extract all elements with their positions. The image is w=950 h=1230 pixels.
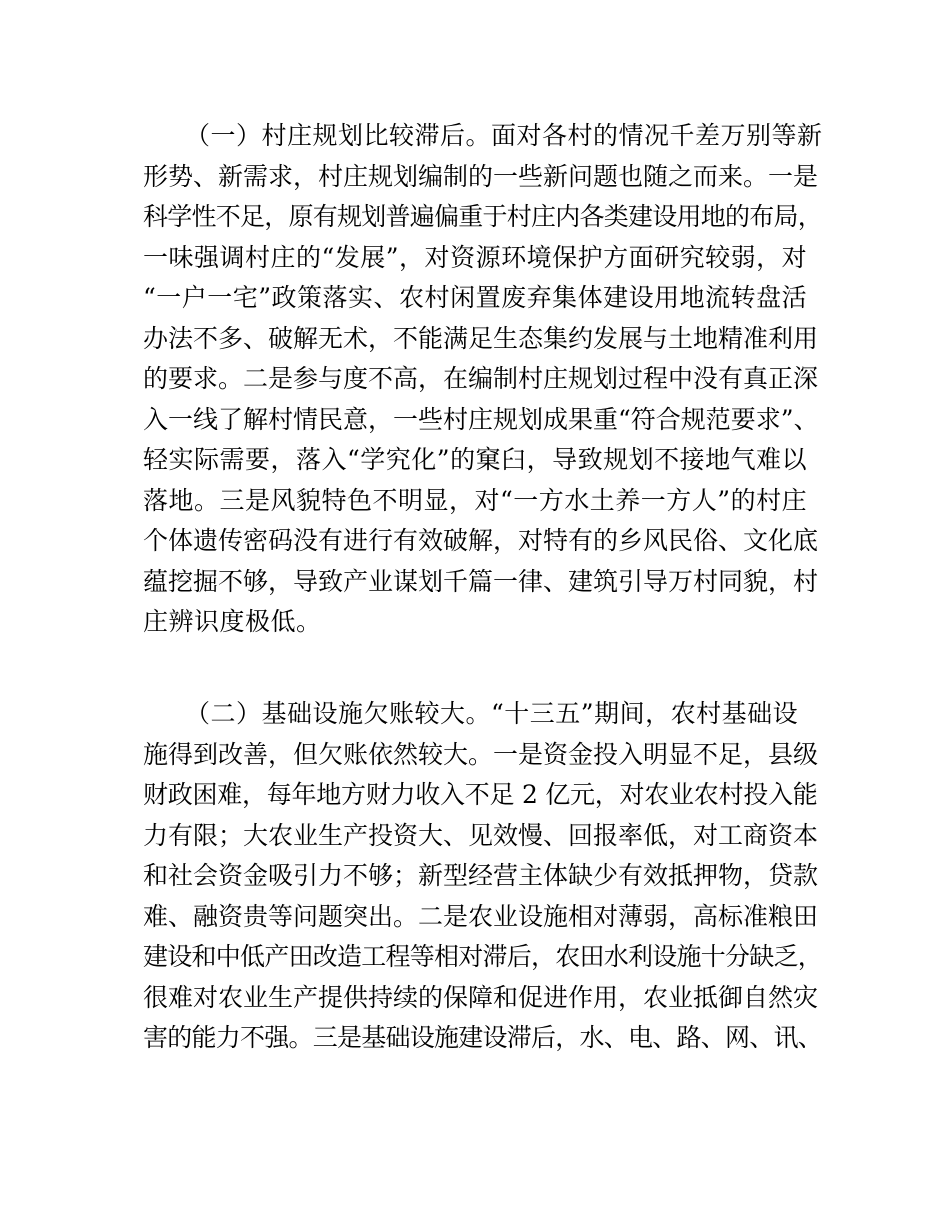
text-line: 施得到改善，但欠账依然较大。一是资金投入明显不足，县级: [143, 739, 819, 769]
text-line: 个体遗传密码没有进行有效破解，对特有的乡风民俗、文化底: [143, 526, 819, 555]
text-line: “一户一宅”政策落实、农村闲置废弃集体建设用地流转盘活: [143, 283, 808, 312]
text-line: 科学性不足，原有规划普遍偏重于村庄内各类建设用地的布局，: [143, 202, 823, 231]
text-line: 轻实际需要，落入“学究化”的窠臼，导致规划不接地气难以: [143, 445, 808, 474]
text-line: 一味强调村庄的“发展”，对资源环境保护方面研究较弱，对: [143, 242, 808, 272]
text-line: 办法不多、破解无术，不能满足生态集约发展与土地精准利用: [143, 323, 819, 353]
text-line: 形势、新需求，村庄规划编制的一些新问题也随之而来。一是: [143, 161, 819, 191]
text-line: 力有限；大农业生产投资大、见效慢、回报率低，对工商资本: [143, 820, 819, 850]
text-line: 和社会资金吸引力不够；新型经营主体缺少有效抵押物，贷款: [143, 861, 819, 890]
text-line: 很难对农业生产提供持续的保障和促进作用，农业抵御自然灾: [143, 982, 819, 1012]
text-line: 建设和中低产田改造工程等相对滞后，农田水利设施十分缺乏，: [143, 942, 823, 971]
text-line: 入一线了解村情民意，一些村庄规划成果重“符合规范要求”、: [143, 404, 819, 434]
text-line: 庄辨识度极低。: [143, 607, 322, 636]
text-line: 难、融资贵等问题突出。二是农业设施相对薄弱，高标准粮田: [143, 901, 819, 931]
text-line: （一）村庄规划比较滞后。面对各村的情况千差万别等新: [185, 121, 823, 150]
text-line: 财政困难，每年地方财力收入不足 2 亿元，对农业农村投入能: [143, 780, 818, 809]
text-line: 的要求。二是参与度不高，在编制村庄规划过程中没有真正深: [143, 364, 819, 393]
text-line: （二）基础设施欠账较大。“十三五”期间，农村基础设: [185, 699, 799, 728]
text-line: 蕴挖掘不够，导致产业谋划千篇一律、建筑引导万村同貌，村: [143, 566, 819, 596]
text-line: 害的能力不强。三是基础设施建设滞后，水、电、路、网、讯、: [143, 1023, 823, 1052]
text-line: 落地。三是风貌特色不明显，对“一方水土养一方人”的村庄: [143, 485, 808, 515]
